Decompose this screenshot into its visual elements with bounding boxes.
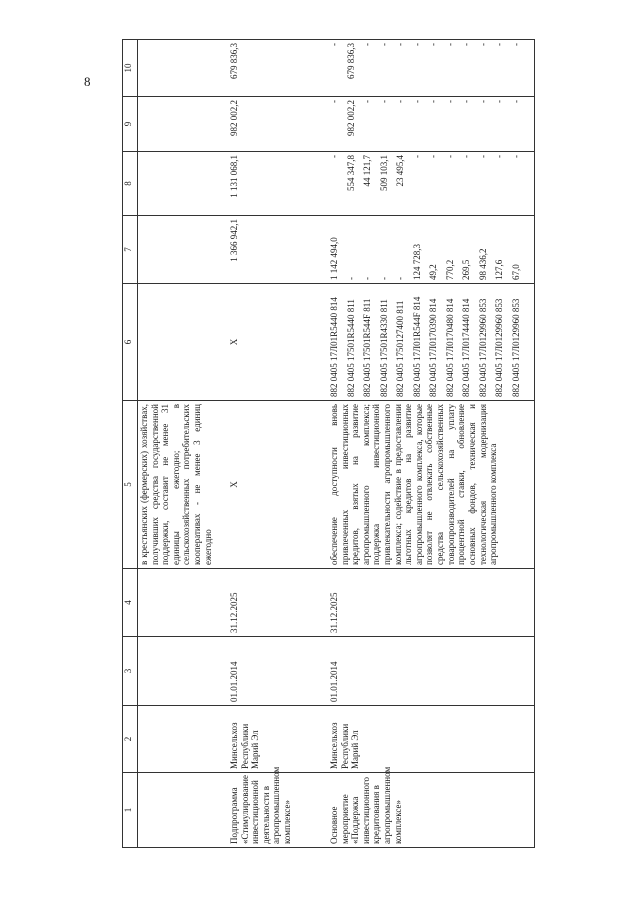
subprogram-result: X [228,401,328,569]
value-cell: 554 347,8 [345,155,356,191]
header-col-8: 8 [123,152,138,216]
value-cell: 23 495,4 [395,155,405,187]
value-cell: - [411,100,422,103]
subprogram-code: X [228,284,328,401]
value-cell: - [461,155,471,158]
table-row-main-activity [328,40,528,848]
code-line: 882 0405 17Л0174440 814 [461,298,471,397]
value-cell: 49,2 [428,264,438,280]
value-cell: 98 436,2 [477,248,488,280]
main-activity-col10 [328,40,528,97]
code-line: 882 0405 17501R4330 811 [378,299,389,397]
value-cell: 1 142 494,0 [329,237,339,280]
subprogram-end: 31.12.2025 [228,569,328,637]
header-col-4: 4 [123,569,138,637]
header-col-9: 9 [123,97,138,152]
value-cell: - [477,100,488,103]
table-bottom-border [528,40,535,848]
value-cell: - [362,277,372,280]
code-line: 882 0405 17Л0170480 814 [444,298,455,397]
value-cell: 124 728,3 [411,244,422,280]
main-activity-col9 [328,97,528,152]
subprogram-start: 01.01.2014 [228,637,328,706]
code-line: 882 0405 17Л0129960 853 [494,298,504,397]
header-col-3: 3 [123,637,138,706]
header-col-1: 1 [123,773,138,848]
value-cell: - [395,277,405,280]
table-row-subprogram [228,40,328,848]
value-cell: - [345,277,356,280]
value-cell: - [395,43,405,46]
value-cell: 127,6 [494,259,504,280]
value-cell: 44 121,7 [362,155,372,187]
value-cell: - [362,100,372,103]
main-activity-title: Основное мероприятие «Поддержка инвестиционного кредитования в агропромышленном комплексе» [328,773,528,848]
code-line: 882 0405 17501R5440 811 [345,299,356,397]
code-line: 882 0405 17Л01R544F 814 [411,296,422,397]
header-col-5: 5 [123,401,138,569]
value-cell: - [444,100,455,103]
value-cell: 509 103,1 [378,155,389,191]
value-cell: - [411,155,422,158]
main-activity-col8 [328,152,528,216]
value-cell: - [510,100,521,103]
value-cell: - [428,100,438,103]
value-cell: - [411,43,422,46]
main-activity-col7 [328,216,528,284]
table-header [123,40,138,848]
code-line: 882 0405 17Л0129960 853 [477,298,488,397]
value-cell: 269,5 [461,259,471,280]
value-cell: - [444,43,455,46]
value-cell: - [329,43,339,46]
subprogram-col8: 1 131 068,1 [228,152,328,216]
main-activity-codes [328,284,528,401]
subprogram-col7: 1 366 942,1 [228,216,328,284]
subprogram-col10: 679 836,3 [228,40,328,97]
value-cell: - [477,155,488,158]
main-activity-end: 31.12.2025 [328,569,528,637]
header-col-10: 10 [123,40,138,97]
value-cell: - [461,100,471,103]
value-cell: - [494,100,504,103]
value-cell: - [444,155,455,158]
value-cell: - [428,43,438,46]
subprogram-title: Подпрограмма «Стимулирование инвестиционной деятельности в агропромышленном комплексе» [228,773,328,848]
main-activity-executor: Минсельхоз Республики Марий Эл [328,706,528,773]
header-col-7: 7 [123,216,138,284]
subprogram-col9: 982 002,2 [228,97,328,152]
value-cell: - [494,155,504,158]
value-cell: - [378,43,389,46]
value-cell: - [494,43,504,46]
main-activity-result: обеспечение доступности вновь привлеченных инвестиционных кредитов, взятых на развитие агропромышленного комплекса; поддержка инвестиционной привлекательности агропромышленного комплекса; содействие в предоставлении льготных кредитов на развитие агропромышленного комплекса, которые позволят не отвлекать собственные средства сельскохозяйственных товаропроизводителей на уплату процентной ставки, обновление основных фондов, техническая и технологическая модернизация агропромышленного комплекса [328,401,528,569]
value-cell: - [510,155,521,158]
code-line: 882 0405 17Л0170390 814 [428,298,438,397]
value-cell: - [378,277,389,280]
code-line: 882 0405 17501R544F 811 [362,298,372,397]
header-col-2: 2 [123,706,138,773]
value-cell: 679 836,3 [345,43,356,79]
value-cell: - [378,100,389,103]
program-table [122,39,535,848]
value-cell: - [510,43,521,46]
table-row-continuation [138,40,229,848]
value-cell: - [329,155,339,158]
page-number: 8 [84,74,91,89]
code-line: 882 0405 17Л01R5440 814 [329,297,339,397]
value-cell: - [461,43,471,46]
value-cell: 67,0 [510,264,521,280]
value-cell: - [395,100,405,103]
code-line: 882 0405 1750127400 811 [395,300,405,397]
rotated-table-container [122,43,628,848]
value-cell: 770,2 [444,259,455,280]
value-cell: - [362,43,372,46]
value-cell: - [329,100,339,103]
subprogram-executor: Минсельхоз Республики Марий Эл [228,706,328,773]
value-cell: - [428,155,438,158]
code-line: 882 0405 17Л0129960 853 [510,298,521,397]
continuation-result-text: в крестьянских (фермерских) хозяйствах, получивших средства государственной поддержки, составит не менее 31 единицы ежегодно; в сельскохозяйственных потребительских кооперативах - не менее 3 единиц ежегодно [138,401,229,569]
main-activity-start: 01.01.2014 [328,637,528,706]
value-cell: - [477,43,488,46]
header-col-6: 6 [123,284,138,401]
value-cell: 982 002,2 [345,100,356,136]
